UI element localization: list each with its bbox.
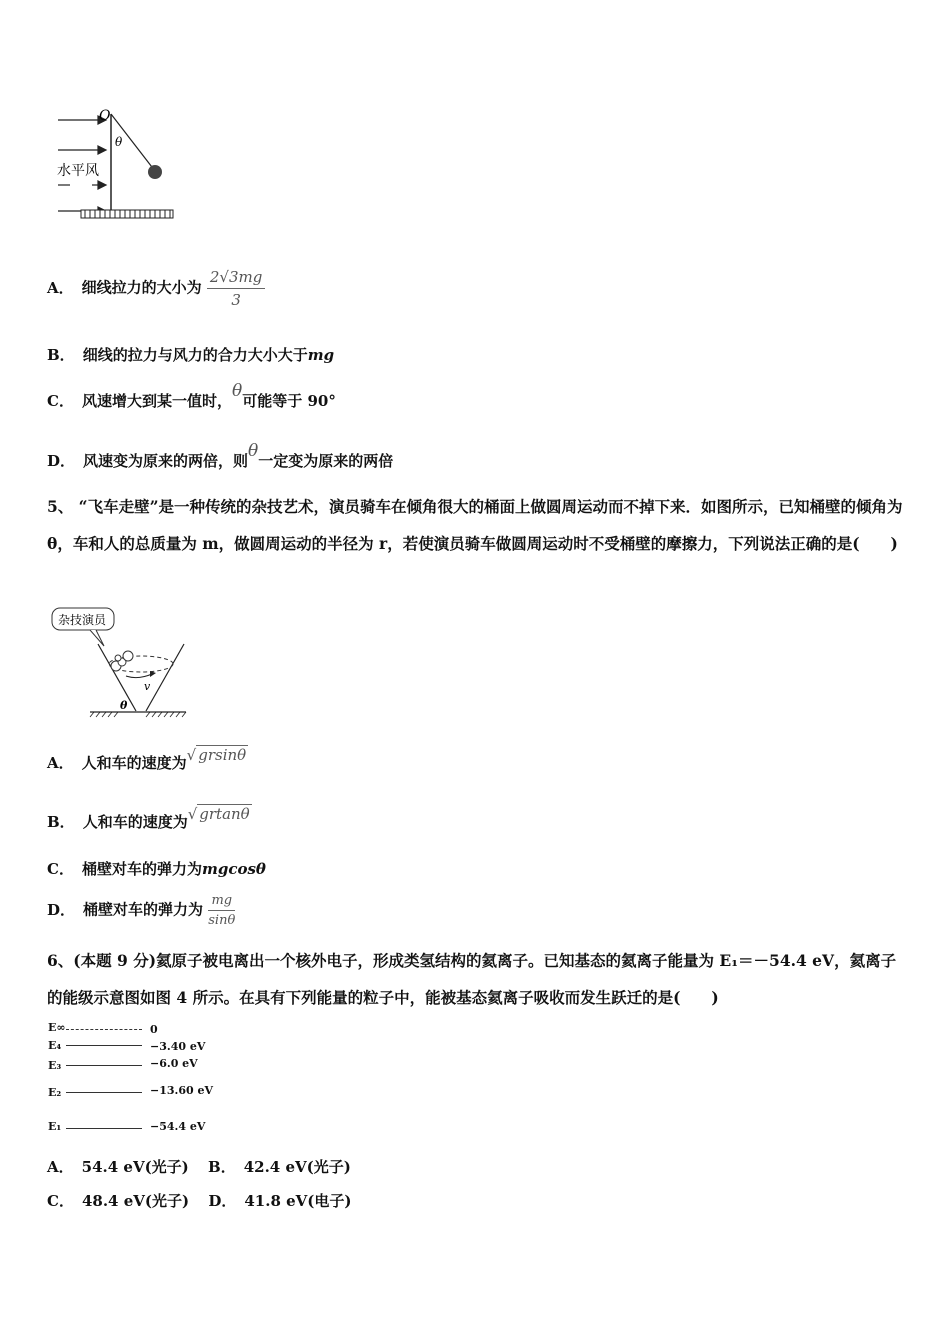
sqrt-expression: √ grtanθ [187, 805, 250, 823]
pivot-label: O [99, 108, 111, 124]
q5-option-c: C． 桶壁对车的弹力为mgcosθ [47, 860, 266, 878]
level-energy: −6.0 eV [150, 1057, 198, 1070]
tension-fraction: $\frac{2√3mg}{3}$ [207, 268, 265, 309]
level-energy: 0 [150, 1023, 158, 1036]
question-6: 6、(本题 9 分)氦原子被电离出一个核外电子，形成类氢结构的氦离子。已知基态的氦离子能量为 E₁＝－54.4 eV，氦离子的能级示意图如图 4 所示。在具有下列能量的粒子中，能被基态氦离子吸收而发生跃迁的是( ) [47, 951, 897, 1007]
level-line [66, 1065, 142, 1066]
level-energy: −13.60 eV [150, 1084, 214, 1097]
level-name: E₃ [48, 1059, 62, 1072]
q6-option-c: C． 48.4 eV(光子) [47, 1192, 190, 1210]
velocity-label: v [144, 680, 151, 693]
q6-option-d: D． 41.8 eV(电子) [208, 1192, 352, 1210]
force-fraction: $\frac{mg}{\sin\theta}$ [208, 893, 236, 928]
q5-option-b: B． 人和车的速度为√ grtanθ [47, 805, 250, 831]
q6-options-row-1 [47, 1156, 351, 1177]
sqrt-expression: √ grsinθ [186, 746, 247, 764]
bubble-label: 杂技演员 [58, 613, 107, 627]
energy-level-diagram [48, 1020, 248, 1140]
angle-label: θ [115, 135, 123, 149]
level-name: E₁ [48, 1120, 62, 1133]
q4-option-b: B． 细线的拉力与风力的合力大小大于mg [47, 346, 335, 364]
pendulum-figure [52, 100, 182, 225]
q4-option-c: C． 风速增大到某一值时，θ可能等于 90° [47, 381, 336, 410]
cone-wall-figure [50, 606, 190, 718]
q6-options-row-2 [47, 1190, 351, 1211]
level-energy: −54.4 eV [150, 1120, 206, 1133]
q5-option-a: A． 人和车的速度为√ grsinθ [47, 746, 247, 772]
q4-option-d: D． 风速变为原来的两倍，则θ一定变为原来的两倍 [47, 441, 394, 470]
level-line [66, 1092, 142, 1093]
wind-label: 水平风 [57, 163, 99, 179]
level-name: E∞ [48, 1021, 66, 1034]
q4-option-a: A． 细线拉力的大小为 $\frac{2√3mg}{3}$ [47, 268, 265, 309]
level-name: E₄ [48, 1039, 62, 1052]
q6-option-b: B． 42.4 eV(光子) [208, 1158, 351, 1176]
level-line-dashed [66, 1029, 142, 1030]
level-energy: −3.40 eV [150, 1040, 206, 1053]
question-5: 5、 “飞车走壁”是一种传统的杂技艺术，演员骑车在倾角很大的桶面上做圆周运动而不掉下来．如图所示，已知桶壁的倾角为 θ，车和人的总质量为 m，做圆周运动的半径为 r，若使演员骑车做圆周运动时不受桶壁的摩擦力，下列说法正确的是( ) [47, 497, 903, 553]
level-line [66, 1045, 142, 1046]
q6-option-a: A． 54.4 eV(光子) [47, 1158, 189, 1176]
level-line [66, 1128, 142, 1129]
level-name: E₂ [48, 1086, 62, 1099]
q5-option-d: D． 桶壁对车的弹力为 $\frac{mg}{\sin\theta}$ [47, 893, 236, 928]
angle-label: θ [120, 699, 128, 712]
